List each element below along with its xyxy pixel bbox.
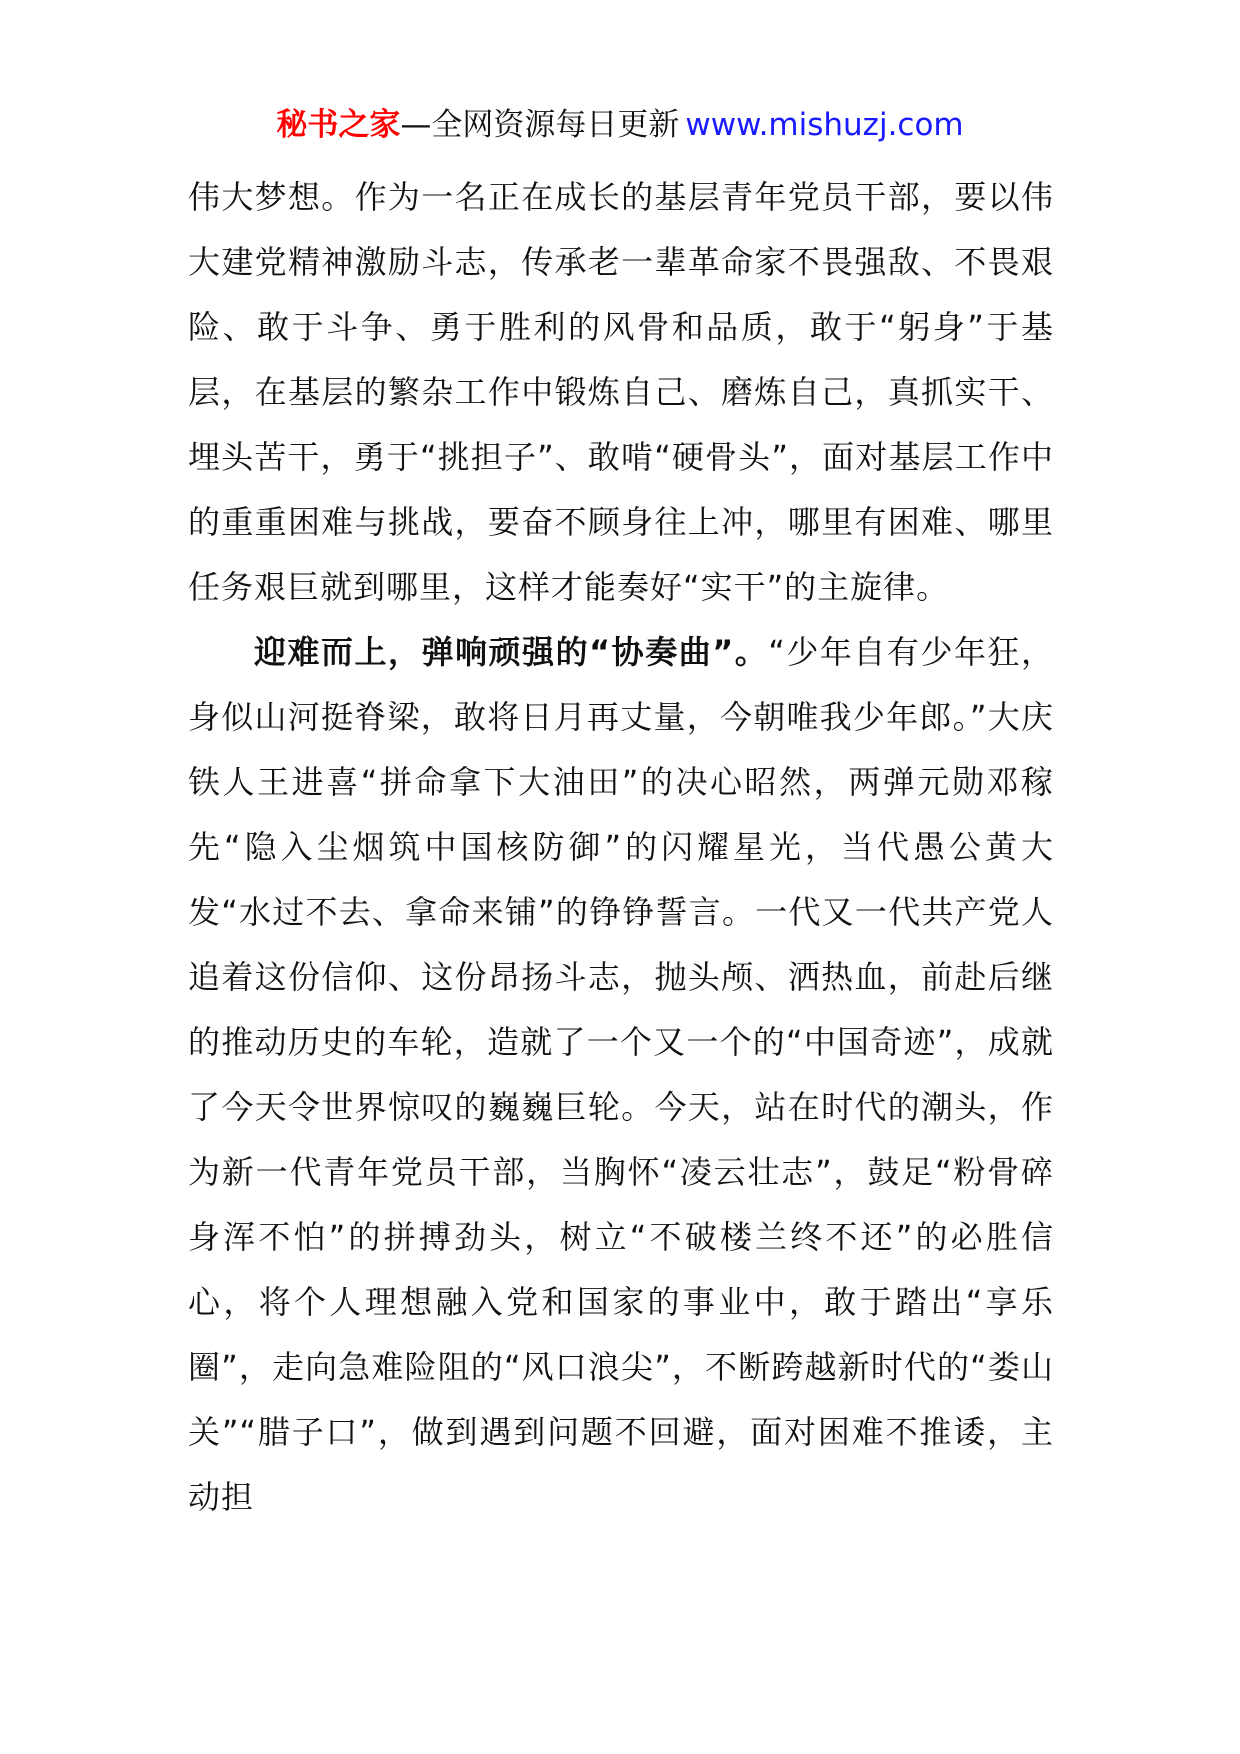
paragraph-1	[188, 165, 1054, 620]
site-url-link[interactable]: www.mishuzj.com	[685, 107, 964, 143]
document-body	[188, 165, 1054, 1530]
paragraph-1-text: 伟大梦想。作为一名正在成长的基层青年党员干部，要以伟大建党精神激励斗志，传承老一辈革命家不畏强敌、不畏艰险、敢于斗争、勇于胜利的风骨和品质，敢于“躬身”于基层，在基层的繁杂工作中锻炼自己、磨炼自己，真抓实干、埋头苦干，勇于“挑担子”、敢啃“硬骨头”，面对基层工作中的重重困难与挑战，要奋不顾身往上冲，哪里有困难、哪里任务艰巨就到哪里，这样才能奏好“实干”的主旋律。	[188, 178, 1054, 606]
document-header	[0, 100, 1240, 150]
paragraph-2	[188, 620, 1054, 1530]
site-tagline: —全网资源每日更新	[400, 107, 680, 143]
site-brand: 秘书之家	[276, 107, 401, 143]
paragraph-2-text: “少年自有少年狂，身似山河挺脊梁，敢将日月再丈量，今朝唯我少年郎。”大庆铁人王进喜“拼命拿下大油田”的决心昭然，两弹元勋邓稼先“隐入尘烟筑中国核防御”的闪耀星光，当代愚公黄大发“水过不去、拿命来铺”的铮铮誓言。一代又一代共产党人追着这份信仰、这份昂扬斗志，抛头颅、洒热血，前赴后继的推动历史的车轮，造就了一个又一个的“中国奇迹”，成就了今天令世界惊叹的巍巍巨轮。今天，站在时代的潮头，作为新一代青年党员干部，当胸怀“凌云壮志”，鼓足“粉骨碎身浑不怕”的拼搏劲头，树立“不破楼兰终不还”的必胜信心，将个人理想融入党和国家的事业中，敢于踏出“享乐圈”，走向急难险阻的“风口浪尖”，不断跨越新时代的“娄山关”“腊子口”，做到遇到问题不回避，面对困难不推诿，主动担	[188, 633, 1054, 1516]
paragraph-2-lead: 迎难而上，弹响顽强的“协奏曲”。	[254, 633, 769, 671]
